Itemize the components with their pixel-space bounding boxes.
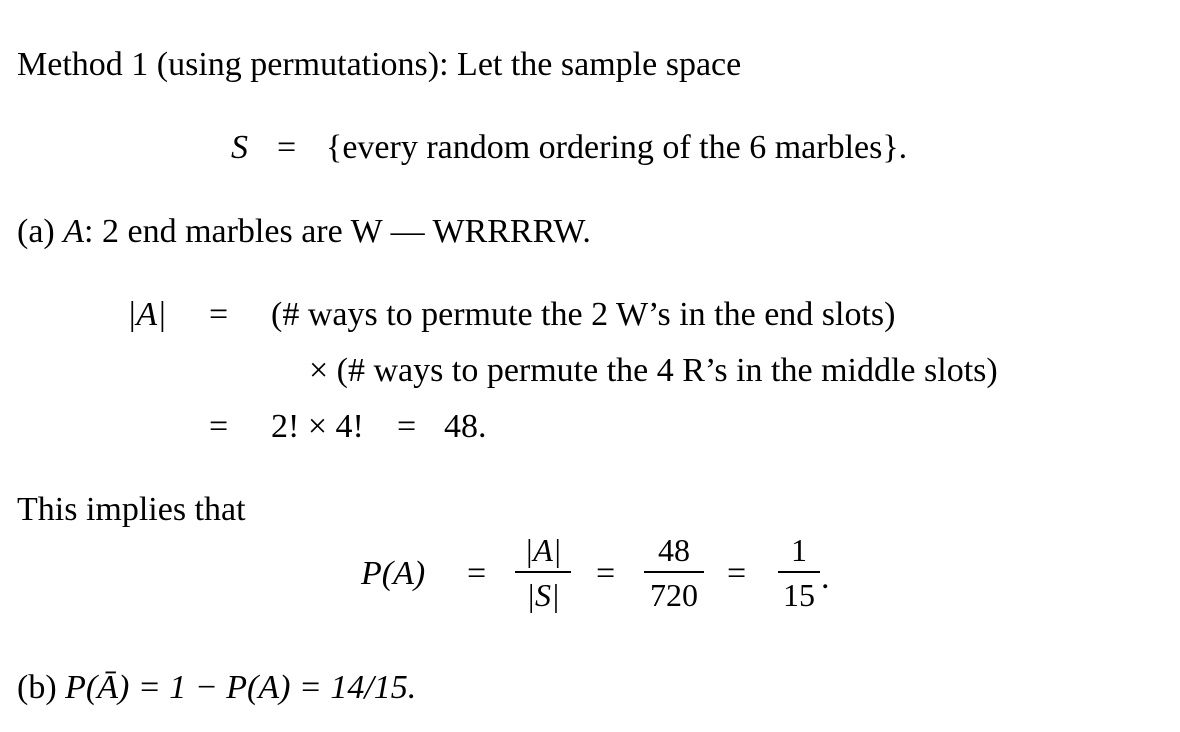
equals-sign: = xyxy=(467,555,487,592)
equals-sign: = xyxy=(596,555,616,592)
period: . xyxy=(821,559,830,596)
equals-sign: = xyxy=(397,408,417,445)
fraction-denominator: |S| xyxy=(526,577,560,613)
fraction-denominator: 15 xyxy=(783,577,815,613)
cardinality-a-lhs: |A| xyxy=(127,296,167,333)
sample-space-rhs: {every random ordering of the 6 marbles}. xyxy=(326,129,908,166)
fraction-numerator: 1 xyxy=(791,532,807,568)
derivation-line-2: × (# ways to permute the 4 R’s in the middle slots) xyxy=(309,352,998,389)
fraction-a-over-s xyxy=(515,534,571,611)
fraction-numerator: 48 xyxy=(658,532,690,568)
equals-sign: = xyxy=(209,296,229,333)
part-b-expression: P(Ā) = 1 − P(A) = 14/15. xyxy=(65,669,417,706)
factorial-calc: 2! × 4! xyxy=(271,408,364,445)
part-b-line xyxy=(17,671,416,705)
intro-text: Method 1 (using permutations): Let the sample space xyxy=(17,46,742,83)
derivation-line-1: (# ways to permute the 2 W’s in the end slots) xyxy=(271,296,896,333)
probability-lhs: P(A) xyxy=(361,555,426,592)
sample-space-lhs: S xyxy=(231,129,248,166)
equals-sign: = xyxy=(277,129,297,166)
part-a-text: : 2 end marbles are W — WRRRRW. xyxy=(84,213,591,250)
fraction-numerator: |A| xyxy=(524,532,562,568)
part-a-label: (a) xyxy=(17,213,64,250)
fraction-bar xyxy=(778,571,820,573)
fraction-48-over-720 xyxy=(644,534,704,611)
equals-sign: = xyxy=(209,408,229,445)
cardinality-result: 48. xyxy=(444,408,487,445)
implies-text: This implies that xyxy=(17,491,246,528)
fraction-1-over-15 xyxy=(778,534,820,611)
equals-sign: = xyxy=(727,555,747,592)
fraction-bar xyxy=(644,571,704,573)
part-a-heading xyxy=(17,215,591,249)
part-b-label: (b) xyxy=(17,669,66,706)
event-a: A xyxy=(63,213,85,250)
fraction-denominator: 720 xyxy=(650,577,698,613)
fraction-bar xyxy=(515,571,571,573)
